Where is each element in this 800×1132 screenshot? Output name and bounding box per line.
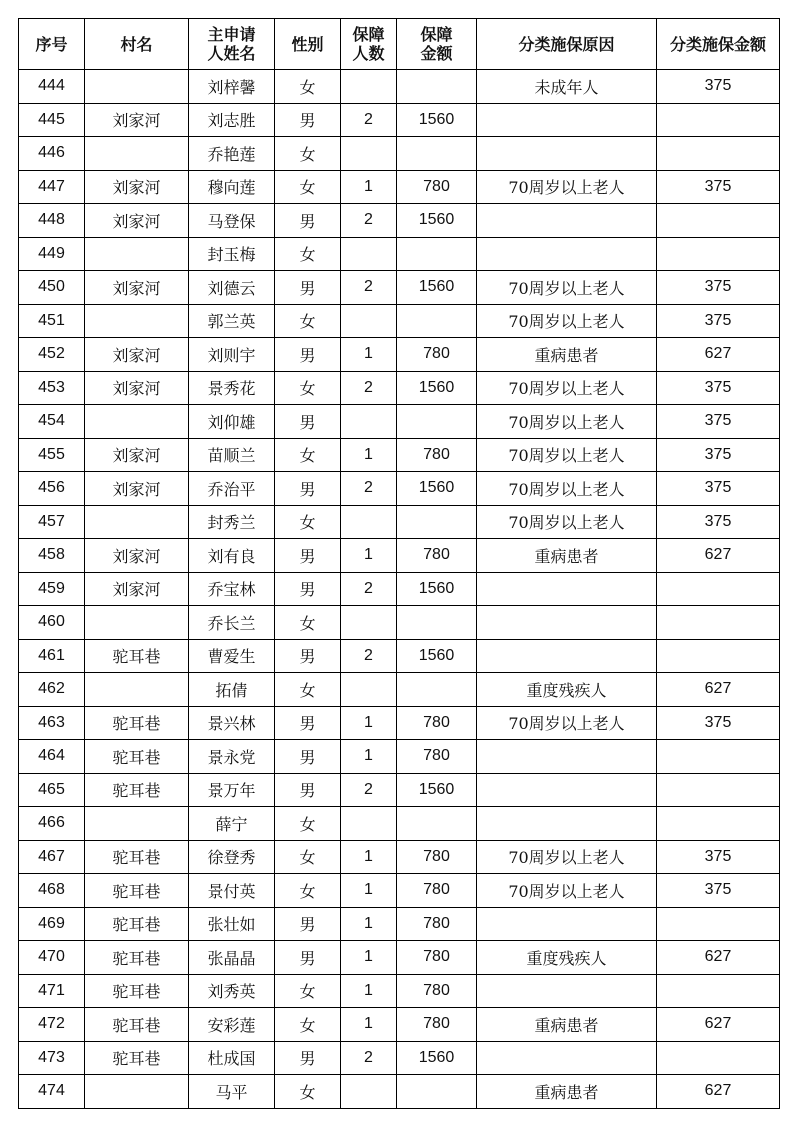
amount-cell: 780 bbox=[397, 941, 477, 975]
persons-cell bbox=[341, 1075, 397, 1109]
amount-cell bbox=[397, 304, 477, 338]
applicant-name-cell: 刘德云 bbox=[189, 271, 275, 305]
applicant-name-cell: 景秀花 bbox=[189, 371, 275, 405]
gender-cell: 男 bbox=[275, 472, 341, 506]
amount-cell: 1560 bbox=[397, 103, 477, 137]
amount-cell: 1560 bbox=[397, 472, 477, 506]
applicant-name-cell: 刘志胜 bbox=[189, 103, 275, 137]
table-row bbox=[19, 807, 780, 841]
persons-cell: 2 bbox=[341, 572, 397, 606]
village-cell: 驼耳巷 bbox=[85, 941, 189, 975]
table-row bbox=[19, 773, 780, 807]
serial-cell: 454 bbox=[19, 405, 85, 439]
category-amount-cell bbox=[657, 907, 780, 941]
category-amount-cell bbox=[657, 204, 780, 238]
amount-cell bbox=[397, 70, 477, 104]
reason-cell: 重度残疾人 bbox=[477, 673, 657, 707]
serial-cell: 461 bbox=[19, 639, 85, 673]
reason-cell: 70周岁以上老人 bbox=[477, 874, 657, 908]
table-row bbox=[19, 472, 780, 506]
applicant-name-cell: 刘有良 bbox=[189, 539, 275, 573]
category-amount-cell bbox=[657, 237, 780, 271]
reason-cell: 70周岁以上老人 bbox=[477, 371, 657, 405]
persons-cell: 2 bbox=[341, 371, 397, 405]
category-amount-cell: 375 bbox=[657, 874, 780, 908]
table-row bbox=[19, 237, 780, 271]
persons-cell: 1 bbox=[341, 907, 397, 941]
persons-cell: 2 bbox=[341, 103, 397, 137]
category-amount-cell: 627 bbox=[657, 941, 780, 975]
reason-cell bbox=[477, 204, 657, 238]
village-cell bbox=[85, 304, 189, 338]
serial-cell: 452 bbox=[19, 338, 85, 372]
village-cell: 驼耳巷 bbox=[85, 1008, 189, 1042]
village-cell: 刘家河 bbox=[85, 539, 189, 573]
table-row bbox=[19, 941, 780, 975]
reason-cell bbox=[477, 103, 657, 137]
amount-cell: 780 bbox=[397, 874, 477, 908]
table-row bbox=[19, 1041, 780, 1075]
serial-cell: 459 bbox=[19, 572, 85, 606]
persons-cell bbox=[341, 237, 397, 271]
gender-cell: 女 bbox=[275, 673, 341, 707]
category-amount-cell: 375 bbox=[657, 438, 780, 472]
persons-cell: 1 bbox=[341, 170, 397, 204]
persons-cell: 1 bbox=[341, 840, 397, 874]
amount-cell: 1560 bbox=[397, 271, 477, 305]
serial-cell: 447 bbox=[19, 170, 85, 204]
table-row bbox=[19, 204, 780, 238]
serial-cell: 450 bbox=[19, 271, 85, 305]
amount-cell: 780 bbox=[397, 974, 477, 1008]
persons-cell: 1 bbox=[341, 941, 397, 975]
gender-cell: 女 bbox=[275, 505, 341, 539]
amount-cell bbox=[397, 1075, 477, 1109]
persons-cell: 2 bbox=[341, 204, 397, 238]
document-page bbox=[18, 18, 779, 1109]
applicant-name-cell: 刘秀英 bbox=[189, 974, 275, 1008]
table-row bbox=[19, 706, 780, 740]
persons-cell: 1 bbox=[341, 874, 397, 908]
applicant-name-cell: 封秀兰 bbox=[189, 505, 275, 539]
table-row bbox=[19, 1075, 780, 1109]
category-amount-cell: 627 bbox=[657, 1075, 780, 1109]
header-cell: 性别 bbox=[275, 19, 341, 70]
applicant-name-cell: 景永党 bbox=[189, 740, 275, 774]
amount-cell: 1560 bbox=[397, 773, 477, 807]
persons-cell bbox=[341, 304, 397, 338]
gender-cell: 女 bbox=[275, 974, 341, 1008]
village-cell: 刘家河 bbox=[85, 572, 189, 606]
table-row bbox=[19, 70, 780, 104]
table-row bbox=[19, 438, 780, 472]
village-cell: 驼耳巷 bbox=[85, 907, 189, 941]
reason-cell: 70周岁以上老人 bbox=[477, 304, 657, 338]
header-cell: 保障人数 bbox=[341, 19, 397, 70]
persons-cell bbox=[341, 137, 397, 171]
gender-cell: 女 bbox=[275, 807, 341, 841]
serial-cell: 474 bbox=[19, 1075, 85, 1109]
village-cell: 刘家河 bbox=[85, 338, 189, 372]
category-amount-cell bbox=[657, 606, 780, 640]
applicant-name-cell: 杜成国 bbox=[189, 1041, 275, 1075]
category-amount-cell: 375 bbox=[657, 304, 780, 338]
assistance-table bbox=[18, 18, 780, 1109]
gender-cell: 女 bbox=[275, 840, 341, 874]
village-cell: 驼耳巷 bbox=[85, 1041, 189, 1075]
applicant-name-cell: 穆向莲 bbox=[189, 170, 275, 204]
category-amount-cell: 375 bbox=[657, 371, 780, 405]
serial-cell: 470 bbox=[19, 941, 85, 975]
serial-cell: 453 bbox=[19, 371, 85, 405]
village-cell: 驼耳巷 bbox=[85, 706, 189, 740]
serial-cell: 458 bbox=[19, 539, 85, 573]
table-row bbox=[19, 572, 780, 606]
gender-cell: 女 bbox=[275, 304, 341, 338]
amount-cell bbox=[397, 405, 477, 439]
gender-cell: 女 bbox=[275, 874, 341, 908]
serial-cell: 449 bbox=[19, 237, 85, 271]
persons-cell bbox=[341, 70, 397, 104]
gender-cell: 男 bbox=[275, 572, 341, 606]
persons-cell: 1 bbox=[341, 740, 397, 774]
table-row bbox=[19, 1008, 780, 1042]
table-row bbox=[19, 539, 780, 573]
category-amount-cell: 375 bbox=[657, 472, 780, 506]
category-amount-cell: 375 bbox=[657, 405, 780, 439]
gender-cell: 女 bbox=[275, 1075, 341, 1109]
header-cell: 分类施保金额 bbox=[657, 19, 780, 70]
serial-cell: 469 bbox=[19, 907, 85, 941]
reason-cell: 70周岁以上老人 bbox=[477, 271, 657, 305]
header-cell: 序号 bbox=[19, 19, 85, 70]
serial-cell: 472 bbox=[19, 1008, 85, 1042]
gender-cell: 男 bbox=[275, 103, 341, 137]
applicant-name-cell: 马登保 bbox=[189, 204, 275, 238]
gender-cell: 女 bbox=[275, 371, 341, 405]
table-row bbox=[19, 606, 780, 640]
village-cell bbox=[85, 807, 189, 841]
amount-cell: 1560 bbox=[397, 371, 477, 405]
gender-cell: 女 bbox=[275, 170, 341, 204]
reason-cell: 70周岁以上老人 bbox=[477, 438, 657, 472]
reason-cell: 重病患者 bbox=[477, 1075, 657, 1109]
table-row bbox=[19, 338, 780, 372]
village-cell bbox=[85, 70, 189, 104]
amount-cell: 780 bbox=[397, 706, 477, 740]
persons-cell: 1 bbox=[341, 338, 397, 372]
reason-cell bbox=[477, 572, 657, 606]
table-row bbox=[19, 505, 780, 539]
village-cell bbox=[85, 237, 189, 271]
village-cell: 驼耳巷 bbox=[85, 974, 189, 1008]
category-amount-cell bbox=[657, 572, 780, 606]
category-amount-cell: 627 bbox=[657, 673, 780, 707]
category-amount-cell: 375 bbox=[657, 505, 780, 539]
category-amount-cell bbox=[657, 773, 780, 807]
applicant-name-cell: 乔长兰 bbox=[189, 606, 275, 640]
category-amount-cell bbox=[657, 639, 780, 673]
reason-cell: 未成年人 bbox=[477, 70, 657, 104]
village-cell: 驼耳巷 bbox=[85, 740, 189, 774]
village-cell: 驼耳巷 bbox=[85, 840, 189, 874]
serial-cell: 467 bbox=[19, 840, 85, 874]
village-cell bbox=[85, 606, 189, 640]
village-cell: 刘家河 bbox=[85, 103, 189, 137]
applicant-name-cell: 景兴林 bbox=[189, 706, 275, 740]
reason-cell: 70周岁以上老人 bbox=[477, 840, 657, 874]
amount-cell bbox=[397, 237, 477, 271]
serial-cell: 448 bbox=[19, 204, 85, 238]
gender-cell: 男 bbox=[275, 204, 341, 238]
reason-cell bbox=[477, 740, 657, 774]
persons-cell: 2 bbox=[341, 773, 397, 807]
gender-cell: 女 bbox=[275, 70, 341, 104]
applicant-name-cell: 封玉梅 bbox=[189, 237, 275, 271]
amount-cell: 780 bbox=[397, 907, 477, 941]
category-amount-cell: 375 bbox=[657, 170, 780, 204]
persons-cell bbox=[341, 673, 397, 707]
table-row bbox=[19, 639, 780, 673]
amount-cell bbox=[397, 606, 477, 640]
category-amount-cell: 375 bbox=[657, 706, 780, 740]
applicant-name-cell: 刘则宇 bbox=[189, 338, 275, 372]
category-amount-cell bbox=[657, 137, 780, 171]
village-cell: 刘家河 bbox=[85, 204, 189, 238]
table-row bbox=[19, 304, 780, 338]
amount-cell: 780 bbox=[397, 338, 477, 372]
gender-cell: 男 bbox=[275, 405, 341, 439]
reason-cell: 70周岁以上老人 bbox=[477, 170, 657, 204]
applicant-name-cell: 景万年 bbox=[189, 773, 275, 807]
table-header-row bbox=[19, 19, 780, 70]
gender-cell: 男 bbox=[275, 706, 341, 740]
village-cell bbox=[85, 137, 189, 171]
applicant-name-cell: 乔艳莲 bbox=[189, 137, 275, 171]
category-amount-cell: 627 bbox=[657, 338, 780, 372]
category-amount-cell: 375 bbox=[657, 840, 780, 874]
table-row bbox=[19, 103, 780, 137]
applicant-name-cell: 郭兰英 bbox=[189, 304, 275, 338]
table-row bbox=[19, 974, 780, 1008]
village-cell: 刘家河 bbox=[85, 371, 189, 405]
gender-cell: 男 bbox=[275, 271, 341, 305]
reason-cell bbox=[477, 773, 657, 807]
category-amount-cell bbox=[657, 974, 780, 1008]
category-amount-cell: 375 bbox=[657, 70, 780, 104]
village-cell bbox=[85, 1075, 189, 1109]
gender-cell: 女 bbox=[275, 137, 341, 171]
persons-cell bbox=[341, 606, 397, 640]
serial-cell: 451 bbox=[19, 304, 85, 338]
reason-cell bbox=[477, 237, 657, 271]
reason-cell bbox=[477, 1041, 657, 1075]
table-row bbox=[19, 673, 780, 707]
table-row bbox=[19, 907, 780, 941]
reason-cell: 重度残疾人 bbox=[477, 941, 657, 975]
amount-cell: 1560 bbox=[397, 572, 477, 606]
gender-cell: 女 bbox=[275, 606, 341, 640]
applicant-name-cell: 乔治平 bbox=[189, 472, 275, 506]
amount-cell bbox=[397, 505, 477, 539]
table-row bbox=[19, 271, 780, 305]
amount-cell bbox=[397, 807, 477, 841]
reason-cell bbox=[477, 639, 657, 673]
applicant-name-cell: 张晶晶 bbox=[189, 941, 275, 975]
applicant-name-cell: 曹爱生 bbox=[189, 639, 275, 673]
village-cell bbox=[85, 673, 189, 707]
reason-cell: 重病患者 bbox=[477, 338, 657, 372]
village-cell: 刘家河 bbox=[85, 170, 189, 204]
reason-cell: 70周岁以上老人 bbox=[477, 472, 657, 506]
persons-cell bbox=[341, 505, 397, 539]
persons-cell: 2 bbox=[341, 271, 397, 305]
serial-cell: 464 bbox=[19, 740, 85, 774]
serial-cell: 468 bbox=[19, 874, 85, 908]
amount-cell bbox=[397, 673, 477, 707]
amount-cell: 1560 bbox=[397, 639, 477, 673]
village-cell: 驼耳巷 bbox=[85, 874, 189, 908]
serial-cell: 463 bbox=[19, 706, 85, 740]
reason-cell: 70周岁以上老人 bbox=[477, 505, 657, 539]
persons-cell: 1 bbox=[341, 706, 397, 740]
amount-cell: 1560 bbox=[397, 204, 477, 238]
applicant-name-cell: 张壮如 bbox=[189, 907, 275, 941]
amount-cell: 1560 bbox=[397, 1041, 477, 1075]
amount-cell: 780 bbox=[397, 1008, 477, 1042]
serial-cell: 444 bbox=[19, 70, 85, 104]
amount-cell: 780 bbox=[397, 740, 477, 774]
category-amount-cell bbox=[657, 1041, 780, 1075]
serial-cell: 456 bbox=[19, 472, 85, 506]
village-cell: 驼耳巷 bbox=[85, 773, 189, 807]
persons-cell: 2 bbox=[341, 639, 397, 673]
persons-cell: 1 bbox=[341, 974, 397, 1008]
gender-cell: 女 bbox=[275, 1008, 341, 1042]
persons-cell: 1 bbox=[341, 438, 397, 472]
serial-cell: 466 bbox=[19, 807, 85, 841]
amount-cell: 780 bbox=[397, 539, 477, 573]
table-body bbox=[19, 70, 780, 1109]
reason-cell: 重病患者 bbox=[477, 1008, 657, 1042]
gender-cell: 男 bbox=[275, 338, 341, 372]
applicant-name-cell: 拓倩 bbox=[189, 673, 275, 707]
header-cell: 村名 bbox=[85, 19, 189, 70]
gender-cell: 男 bbox=[275, 773, 341, 807]
reason-cell: 70周岁以上老人 bbox=[477, 405, 657, 439]
reason-cell bbox=[477, 907, 657, 941]
serial-cell: 465 bbox=[19, 773, 85, 807]
persons-cell: 2 bbox=[341, 472, 397, 506]
table-row bbox=[19, 170, 780, 204]
gender-cell: 男 bbox=[275, 1041, 341, 1075]
gender-cell: 男 bbox=[275, 907, 341, 941]
persons-cell bbox=[341, 405, 397, 439]
applicant-name-cell: 马平 bbox=[189, 1075, 275, 1109]
applicant-name-cell: 苗顺兰 bbox=[189, 438, 275, 472]
table-row bbox=[19, 840, 780, 874]
header-cell: 保障金额 bbox=[397, 19, 477, 70]
serial-cell: 471 bbox=[19, 974, 85, 1008]
gender-cell: 男 bbox=[275, 639, 341, 673]
category-amount-cell: 375 bbox=[657, 271, 780, 305]
persons-cell: 1 bbox=[341, 1008, 397, 1042]
amount-cell: 780 bbox=[397, 438, 477, 472]
applicant-name-cell: 刘仰雄 bbox=[189, 405, 275, 439]
table-row bbox=[19, 371, 780, 405]
category-amount-cell bbox=[657, 740, 780, 774]
village-cell bbox=[85, 505, 189, 539]
serial-cell: 445 bbox=[19, 103, 85, 137]
serial-cell: 462 bbox=[19, 673, 85, 707]
reason-cell bbox=[477, 807, 657, 841]
reason-cell: 70周岁以上老人 bbox=[477, 706, 657, 740]
persons-cell: 2 bbox=[341, 1041, 397, 1075]
gender-cell: 男 bbox=[275, 539, 341, 573]
header-cell: 分类施保原因 bbox=[477, 19, 657, 70]
serial-cell: 457 bbox=[19, 505, 85, 539]
category-amount-cell: 627 bbox=[657, 1008, 780, 1042]
gender-cell: 男 bbox=[275, 941, 341, 975]
persons-cell: 1 bbox=[341, 539, 397, 573]
reason-cell: 重病患者 bbox=[477, 539, 657, 573]
reason-cell bbox=[477, 974, 657, 1008]
amount-cell: 780 bbox=[397, 840, 477, 874]
amount-cell: 780 bbox=[397, 170, 477, 204]
village-cell bbox=[85, 405, 189, 439]
applicant-name-cell: 徐登秀 bbox=[189, 840, 275, 874]
category-amount-cell bbox=[657, 807, 780, 841]
serial-cell: 460 bbox=[19, 606, 85, 640]
table-row bbox=[19, 740, 780, 774]
applicant-name-cell: 薛宁 bbox=[189, 807, 275, 841]
amount-cell bbox=[397, 137, 477, 171]
gender-cell: 男 bbox=[275, 740, 341, 774]
reason-cell bbox=[477, 137, 657, 171]
village-cell: 刘家河 bbox=[85, 472, 189, 506]
applicant-name-cell: 安彩莲 bbox=[189, 1008, 275, 1042]
persons-cell bbox=[341, 807, 397, 841]
category-amount-cell: 627 bbox=[657, 539, 780, 573]
applicant-name-cell: 刘梓馨 bbox=[189, 70, 275, 104]
village-cell: 刘家河 bbox=[85, 271, 189, 305]
serial-cell: 446 bbox=[19, 137, 85, 171]
table-row bbox=[19, 405, 780, 439]
gender-cell: 女 bbox=[275, 237, 341, 271]
category-amount-cell bbox=[657, 103, 780, 137]
applicant-name-cell: 景付英 bbox=[189, 874, 275, 908]
header-cell: 主申请人姓名 bbox=[189, 19, 275, 70]
village-cell: 驼耳巷 bbox=[85, 639, 189, 673]
table-row bbox=[19, 874, 780, 908]
serial-cell: 473 bbox=[19, 1041, 85, 1075]
reason-cell bbox=[477, 606, 657, 640]
gender-cell: 女 bbox=[275, 438, 341, 472]
table-row bbox=[19, 137, 780, 171]
village-cell: 刘家河 bbox=[85, 438, 189, 472]
applicant-name-cell: 乔宝林 bbox=[189, 572, 275, 606]
serial-cell: 455 bbox=[19, 438, 85, 472]
